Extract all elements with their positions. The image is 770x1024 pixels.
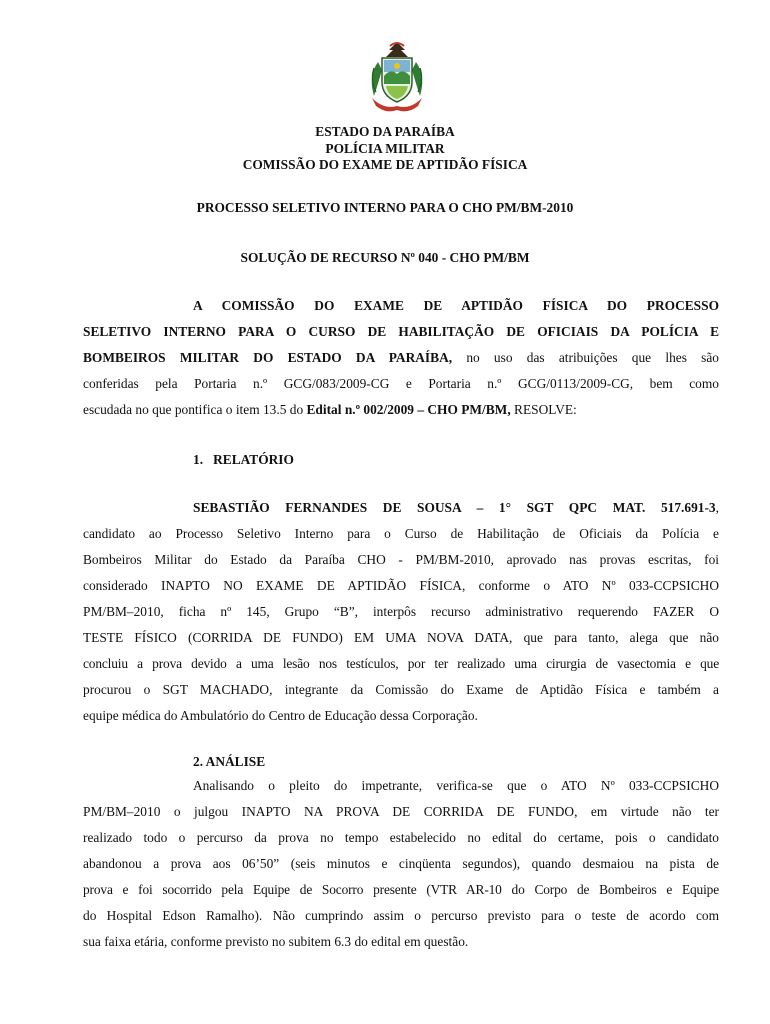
section-2-line-1: Analisando o pleito do impetrante, verifica-se que o ATO Nº 033-CCPSICHO [193, 778, 719, 793]
state-coat-of-arms-icon [364, 40, 430, 112]
section-2-line-4: abandonou a prova aos 06’50” (seis minutos e cinqüenta segundos), quando desmaiou na pista de [83, 856, 719, 871]
section-1-line-7: concluiu a prova devido a uma lesão nos testículos, por ter realizado uma cirurgia de vasectomia e que [83, 656, 719, 671]
section-1-line-9: equipe médica do Ambulatório do Centro de Educação dessa Corporação. [83, 708, 478, 723]
section-2-heading: 2. ANÁLISE [193, 754, 266, 769]
section-2-line-2: PM/BM–2010 o julgou INAPTO NA PROVA DE CORRIDA DE FUNDO, em virtude não ter [83, 804, 719, 819]
section-2-line-5: prova e foi socorrido pela Equipe de Socorro presente (VTR AR-10 do Corpo de Bombeiros e Equipe [83, 882, 719, 897]
section-1-line-4: considerado INAPTO NO EXAME DE APTIDÃO FÍSICA, conforme o ATO Nº 033-CCPSICHO [83, 578, 719, 593]
intro-line-3-bold: BOMBEIROS MILITAR DO ESTADO DA PARAÍBA, [83, 350, 453, 365]
section-1-line-2: candidato ao Processo Seletivo Interno para o Curso de Habilitação de Oficiais da Polícia e [83, 526, 719, 541]
intro-line-3 [83, 349, 719, 366]
section-2-line-3: realizado todo o percurso da prova no tempo estabelecido no edital do certame, pois o candidato [83, 830, 719, 845]
section-1-line-5: PM/BM–2010, ficha nº 145, Grupo “B”, interpôs recurso administrativo requerendo FAZER O [83, 604, 719, 619]
intro-line-5-a: escudada no que pontifica o item 13.5 do [83, 402, 307, 417]
section-2-line-6: do Hospital Edson Ramalho). Não cumprindo assim o percurso previsto para o teste de acordo com [83, 908, 719, 923]
header-commission: COMISSÃO DO EXAME DE APTIDÃO FÍSICA [242, 157, 528, 172]
header-police: POLÍCIA MILITAR [325, 141, 445, 156]
section-1-line-1 [193, 499, 719, 516]
header-state: ESTADO DA PARAÍBA [315, 124, 455, 139]
section-2-line-7: sua faixa etária, conforme previsto no subitem 6.3 do edital em questão. [83, 934, 469, 949]
section-1-line-8: procurou o SGT MACHADO, integrante da Comissão do Exame de Aptidão Física e também a [83, 682, 719, 697]
intro-line-4: conferidas pela Portaria n.º GCG/083/2009-CG e Portaria n.º GCG/0113/2009-CG, bem como [83, 376, 719, 391]
section-1-line-6: TESTE FÍSICO (CORRIDA DE FUNDO) EM UMA NOVA DATA, que para tanto, alega que não [83, 630, 719, 645]
intro-line-2: SELETIVO INTERNO PARA O CURSO DE HABILITAÇÃO DE OFICIAIS DA POLÍCIA E [83, 324, 719, 339]
process-title: PROCESSO SELETIVO INTERNO PARA O CHO PM/BM-2010 [196, 200, 574, 215]
edital-reference: Edital n.º 002/2009 – CHO PM/BM, [306, 402, 511, 417]
section-1-heading: 1. RELATÓRIO [193, 452, 294, 467]
intro-line-5-c: RESOLVE: [510, 402, 577, 417]
resolution-title: SOLUÇÃO DE RECURSO Nº 040 - CHO PM/BM [240, 250, 530, 265]
intro-line-3-rest: no uso das atribuições que lhes são [452, 350, 719, 365]
section-1-line-3: Bombeiros Militar do Estado da Paraíba CHO - PM/BM-2010, aprovado nas provas escritas, foi [83, 552, 719, 567]
intro-line-5 [83, 401, 719, 418]
candidate-name: SEBASTIÃO FERNANDES DE SOUSA – 1° SGT QPC MAT. 517.691-3 [193, 500, 716, 515]
intro-line-1: A COMISSÃO DO EXAME DE APTIDÃO FÍSICA DO PROCESSO [193, 298, 719, 313]
section-1-line-1-rest: , [715, 500, 719, 515]
